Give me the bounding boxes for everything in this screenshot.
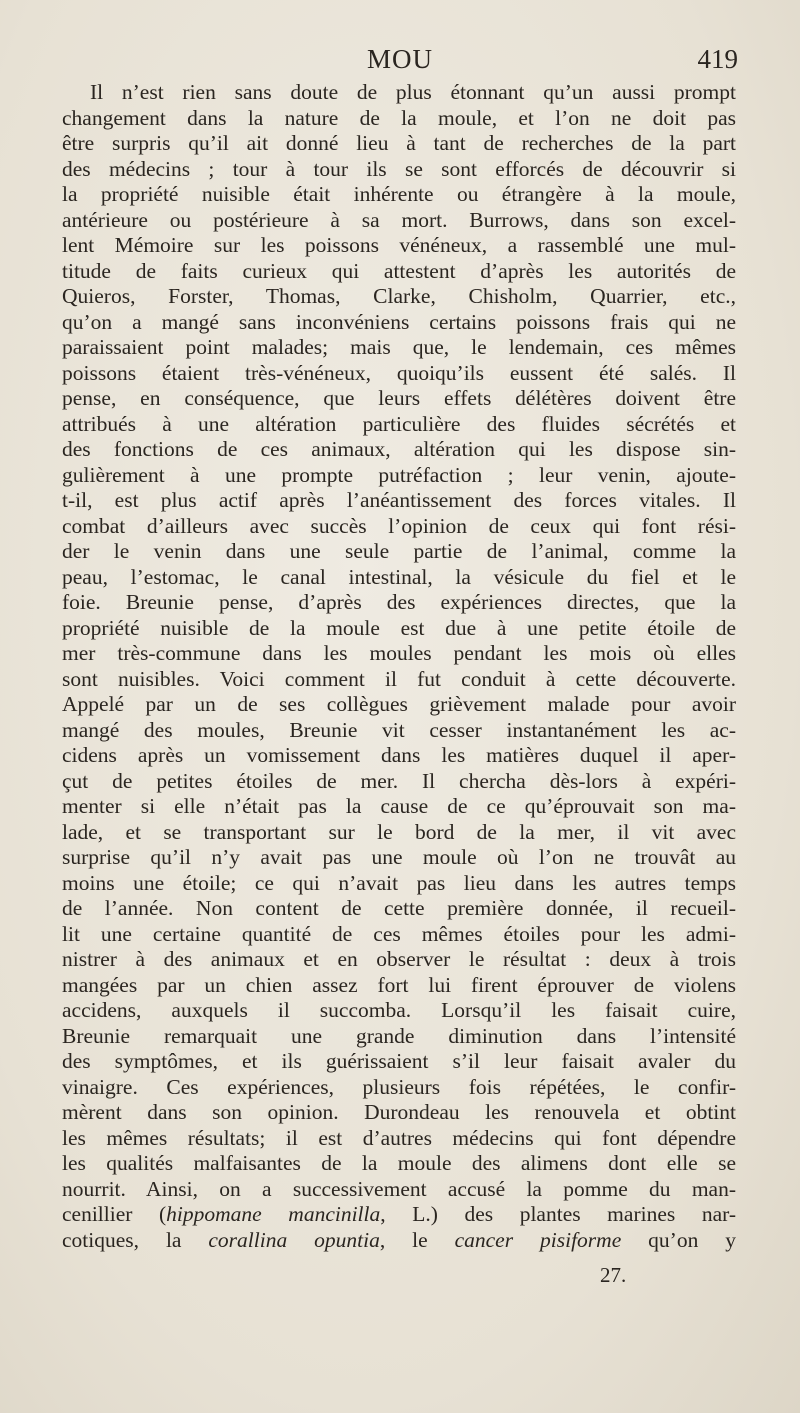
text-segment: surprise qu’il n’y avait pas une moule où l’on ne trouvât au: [62, 845, 736, 869]
text-segment: antérieure ou postérieure à sa mort. Burrows, dans son excel-: [62, 207, 736, 232]
text-line: [62, 947, 736, 973]
running-head: MOU: [366, 44, 433, 74]
text-segment: nourrit. Ainsi, on a successivement accusé la pomme du man-: [62, 1176, 736, 1201]
text-segment: Quieros, Forster, Thomas, Clarke, Chisholm, Quarrier, etc.,: [62, 284, 736, 308]
text-line: [62, 131, 736, 157]
text-segment: poissons étaient très-vénéneux, quoiqu’ils eussent été salés. Il: [62, 360, 736, 385]
text-segment: changement dans la nature de la moule, et l’on ne doit pas: [62, 105, 736, 130]
italic-text: hippomane mancinilla: [166, 1202, 381, 1226]
text-segment: titude de faits curieux qui attestent d’après les autorités de: [62, 258, 736, 283]
text-line: [62, 284, 736, 310]
text-segment: être surpris qu’il ait donné lieu à tant de recherches de la part: [62, 131, 736, 155]
text-line: [62, 233, 736, 259]
text-segment: mangé des moules, Breunie vit cesser instantanément les ac-: [62, 717, 736, 742]
text-segment: Breunie remarquait une grande diminution dans l’intensité: [62, 1023, 736, 1048]
text-segment: lit une certaine quantité de ces mêmes étoiles pour les admi-: [62, 921, 736, 946]
text-line: [62, 667, 736, 693]
text-line: [62, 845, 736, 871]
text-line: [62, 743, 736, 769]
text-line: [62, 692, 736, 718]
text-line: [62, 1100, 736, 1126]
text-segment: nistrer à des animaux et en observer le résultat : deux à trois: [62, 947, 736, 971]
text-line: [62, 871, 736, 897]
text-segment: de l’année. Non content de cette première donnée, il recueil-: [62, 896, 736, 920]
text-line: [62, 1126, 736, 1152]
text-segment: les qualités malfaisantes de la moule des alimens dont elle se: [62, 1151, 736, 1175]
text-segment: qu’on a mangé sans inconvéniens certains poissons frais qui ne: [62, 309, 736, 334]
text-line: [62, 80, 736, 106]
text-segment: gulièrement à une prompte putréfaction ; leur venin, ajoute-: [62, 462, 736, 487]
text-segment: peau, l’estomac, le canal intestinal, la vésicule du fiel et le: [62, 564, 736, 589]
text-line: [62, 182, 736, 208]
text-segment: paraissaient point malades; mais que, le lendemain, ces mêmes: [62, 335, 736, 359]
text-segment: menter si elle n’était pas la cause de ce qu’éprouvait son ma-: [62, 794, 736, 818]
text-line: [62, 463, 736, 489]
text-segment: cotiques, la: [62, 1227, 209, 1252]
text-segment: sont nuisibles. Voici comment il fut conduit à cette découverte.: [62, 666, 736, 691]
text-line: [62, 335, 736, 361]
text-line: [62, 641, 736, 667]
text-line: [62, 488, 736, 514]
text-line: [62, 820, 736, 846]
text-segment: moins une étoile; ce qui n’avait pas lieu dans les autres temps: [62, 870, 736, 895]
text-segment: des médecins ; tour à tour ils se sont efforcés de découvrir si: [62, 156, 736, 181]
page-header: [62, 44, 738, 84]
text-segment: attribués à une altération particulière des fluides sécrétés et: [62, 411, 736, 436]
text-segment: qu’on y: [621, 1227, 736, 1252]
text-segment: çut de petites étoiles de mer. Il chercha dès-lors à expéri-: [62, 768, 736, 793]
text-segment: lent Mémoire sur les poissons vénéneux, a rassemblé une mul-: [62, 233, 736, 257]
page-number: 419: [697, 44, 738, 74]
text-segment: propriété nuisible de la moule est due à une petite étoile de: [62, 615, 736, 640]
text-line: [62, 1177, 736, 1203]
body-text: [62, 80, 736, 1253]
text-segment: cidens après un vomissement dans les matières duquel il aper-: [62, 743, 736, 767]
text-line: [62, 1049, 736, 1075]
text-segment: mèrent dans son opinion. Durondeau les renouvela et obtint: [62, 1100, 736, 1124]
text-line: [62, 769, 736, 795]
text-line: [62, 590, 736, 616]
text-segment: lade, et se transportant sur le bord de la mer, il vit avec: [62, 819, 736, 844]
text-segment: cenillier (: [62, 1202, 167, 1226]
text-segment: accidens, auxquels il succomba. Lorsqu’il les faisait cuire,: [62, 998, 736, 1022]
text-segment: der le venin dans une seule partie de l’animal, comme la: [62, 539, 736, 563]
text-segment: , L.) des plantes marines nar-: [380, 1202, 736, 1226]
text-segment: des fonctions de ces animaux, altération qui les dispose sin-: [62, 437, 736, 461]
text-line: [62, 1024, 736, 1050]
text-segment: mangées par un chien assez fort lui firent éprouver de violens: [62, 972, 736, 997]
text-segment: combat d’ailleurs avec succès l’opinion de ceux qui font rési-: [62, 513, 736, 538]
text-segment: t-il, est plus actif après l’anéantissement des forces vitales. Il: [62, 488, 736, 512]
text-segment: pense, en conséquence, que leurs effets délétères doivent être: [62, 386, 736, 410]
text-segment: , le: [379, 1227, 455, 1252]
text-line: [62, 1151, 736, 1177]
text-segment: Appelé par un de ses collègues grièvement malade pour avoir: [62, 692, 736, 716]
text-line: [62, 794, 736, 820]
text-segment: foie. Breunie pense, d’après des expériences directes, que la: [62, 590, 736, 614]
text-line: [62, 998, 736, 1024]
text-line: [62, 616, 736, 642]
text-segment: la propriété nuisible était inhérente ou étrangère à la moule,: [62, 182, 736, 206]
text-segment: les mêmes résultats; il est d’autres médecins qui font dépendre: [62, 1125, 736, 1150]
text-line: [62, 361, 736, 387]
text-line: [62, 157, 736, 183]
text-line: [62, 412, 736, 438]
text-line: [62, 437, 736, 463]
text-line: [62, 310, 736, 336]
text-line: [62, 539, 736, 565]
text-line: [62, 973, 736, 999]
text-segment: Il n’est rien sans doute de plus étonnant qu’un aussi prompt: [90, 80, 736, 104]
text-line: [62, 1075, 736, 1101]
italic-text: cancer pisiforme: [454, 1227, 622, 1252]
text-segment: vinaigre. Ces expériences, plusieurs fois répétées, le confir-: [62, 1074, 736, 1099]
text-line: [62, 386, 736, 412]
text-segment: mer très-commune dans les moules pendant les mois où elles: [62, 641, 736, 665]
text-line: [62, 1202, 736, 1228]
signature-mark: 27.: [600, 1263, 627, 1287]
text-line: [62, 565, 736, 591]
text-line: [62, 259, 736, 285]
text-line: [62, 106, 736, 132]
text-line: [62, 896, 736, 922]
text-segment: des symptômes, et ils guérissaient s’il leur faisait avaler du: [62, 1049, 736, 1073]
text-line: [62, 514, 736, 540]
italic-text: corallina opuntia: [208, 1227, 380, 1252]
text-line: [62, 718, 736, 744]
text-line: [62, 1228, 736, 1254]
text-line: [62, 208, 736, 234]
text-line: [62, 922, 736, 948]
